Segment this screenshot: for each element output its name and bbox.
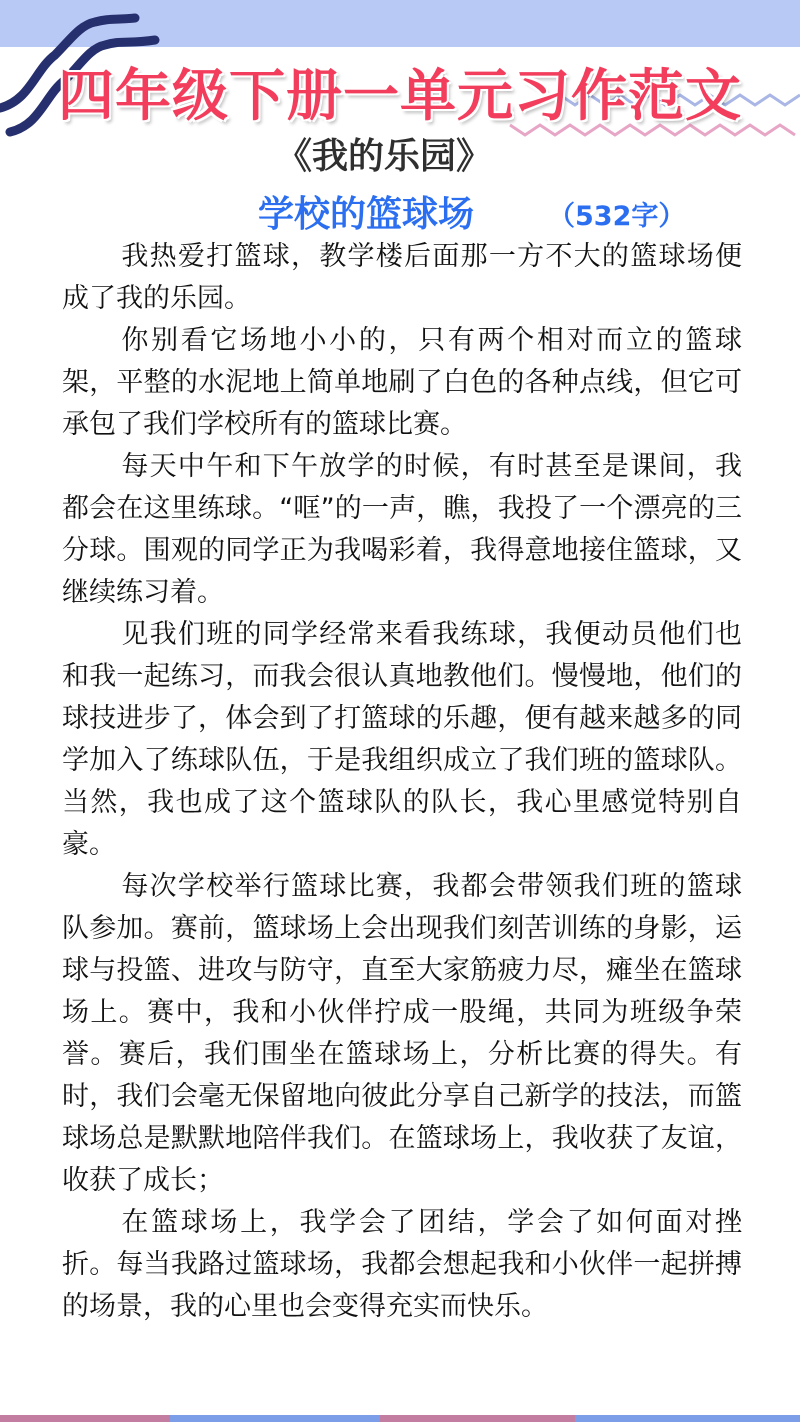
essay-paragraph: 我热爱打篮球，教学楼后面那一方不大的篮球场便成了我的乐园。 — [62, 241, 742, 314]
strip-segment — [380, 1415, 575, 1422]
essay-paragraph: 见我们班的同学经常来看我练球，我便动员他们也和我一起练习，而我会很认真地教他们。慢慢地，他们的球技进步了，体会到了打篮球的乐趣，便有越来越多的同学加入了练球队伍，于是我组织成立了我们班的篮球队。当然，我也成了这个篮球队的队长，我心里感觉特别自豪。 — [62, 619, 742, 860]
essay-theme: 《我的乐园》 — [276, 136, 493, 177]
essay-paragraph: 每天中午和下午放学的时候，有时甚至是课间，我都会在这里练球。“哐”的一声，瞧，我投了一个漂亮的三分球。围观的同学正为我喝彩着，我得意地接住篮球，又继续练习着。 — [62, 451, 742, 608]
strip-segment — [0, 1415, 170, 1422]
word-count: （532字） — [548, 201, 686, 232]
bottom-decorative-strip — [0, 1415, 800, 1422]
page-title: 四年级下册一单元习作范文 — [58, 64, 742, 129]
strip-segment — [575, 1415, 800, 1422]
essay-paragraph: 你别看它场地小小的，只有两个相对而立的篮球架，平整的水泥地上简单地刷了白色的各种点线，但它可承包了我们学校所有的篮球比赛。 — [62, 325, 742, 440]
essay-paragraph: 每次学校举行篮球比赛，我都会带领我们班的篮球队参加。赛前，篮球场上会出现我们刻苦训练的身影，运球与投篮、进攻与防守，直至大家筋疲力尽，瘫坐在篮球场上。赛中，我和小伙伴拧成一股绳，共同为班级争荣誉。赛后，我们围坐在篮球场上，分析比赛的得失。有时，我们会毫无保留地向彼此分享自己新学的技法，而篮球场总是默默地陪伴我们。在篮球场上，我收获了友谊，收获了成长； — [62, 871, 742, 1196]
essay-paragraph: 在篮球场上，我学会了团结，学会了如何面对挫折。每当我路过篮球场，我都会想起我和小伙伴一起拼搏的场景，我的心里也会变得充实而快乐。 — [62, 1207, 742, 1322]
essay-body — [62, 236, 742, 1328]
strip-segment — [170, 1415, 380, 1422]
essay-title: 学校的篮球场 — [258, 194, 475, 235]
